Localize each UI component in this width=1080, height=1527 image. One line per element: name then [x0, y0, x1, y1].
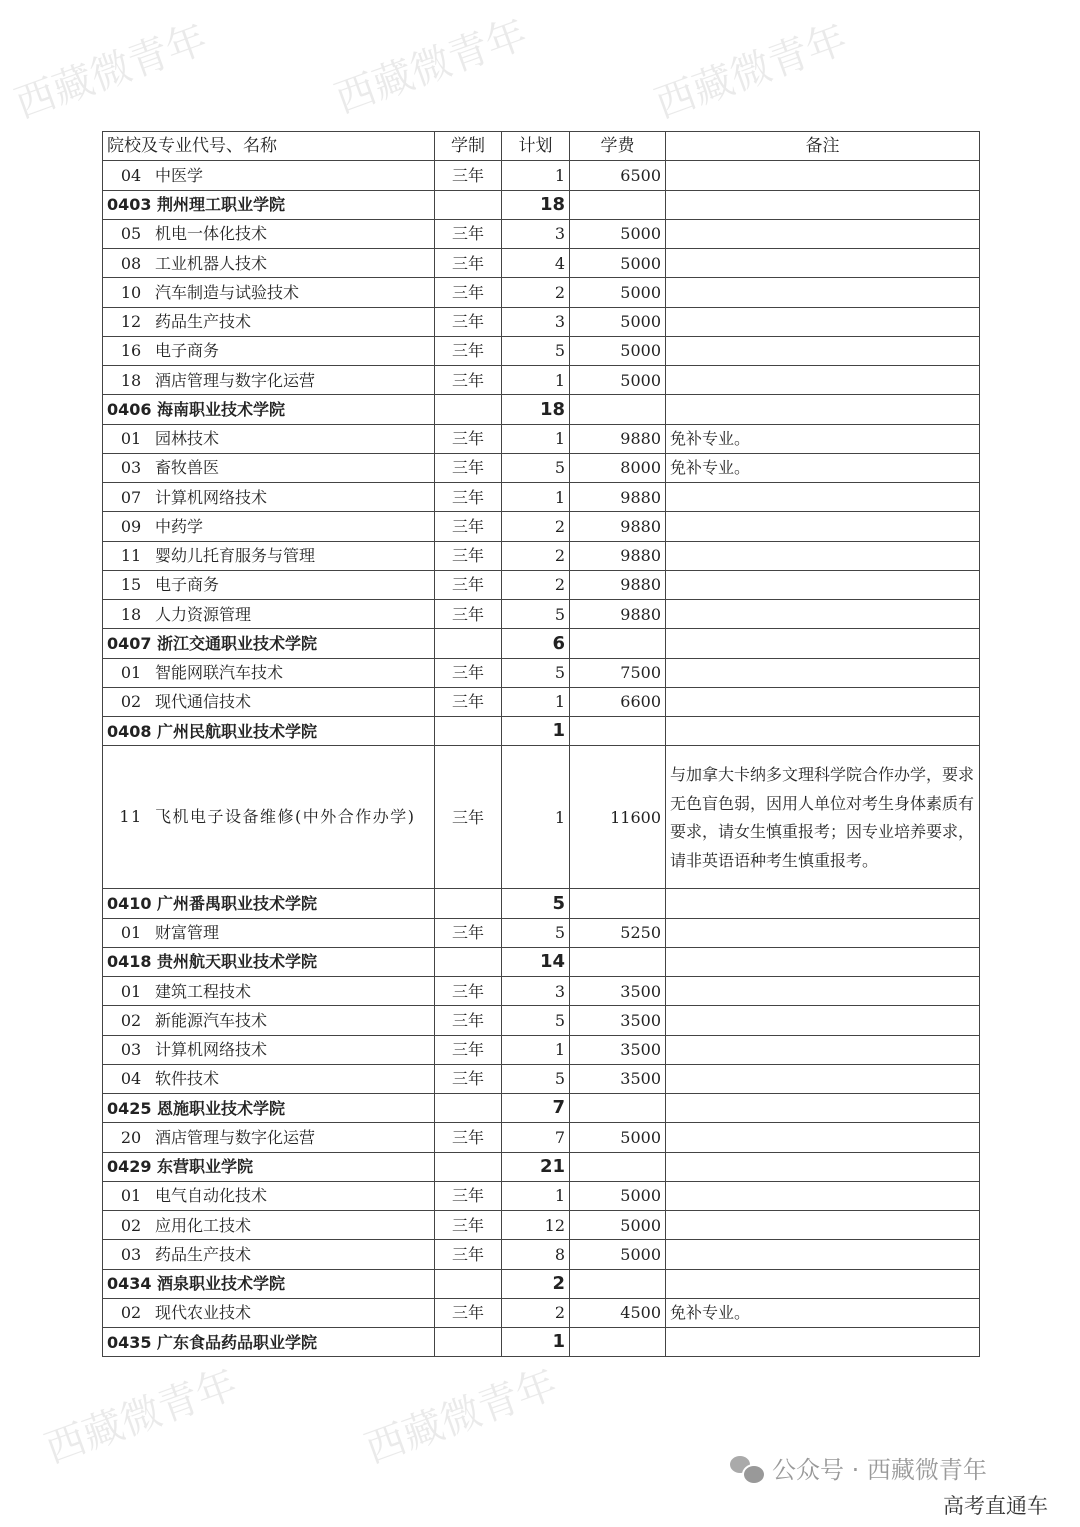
major-years: 三年 — [435, 1006, 502, 1035]
major-fee: 3500 — [570, 977, 666, 1006]
school-cell — [103, 190, 435, 219]
major-years: 三年 — [435, 424, 502, 453]
major-code: 20 — [120, 1127, 142, 1147]
major-cell — [103, 424, 435, 453]
major-fee: 5000 — [570, 219, 666, 248]
major-row — [103, 977, 980, 1006]
major-years: 三年 — [435, 1035, 502, 1064]
major-name: 中药学 — [155, 516, 204, 536]
major-row — [103, 746, 980, 889]
major-remark — [666, 219, 980, 248]
major-cell — [103, 453, 435, 482]
major-name: 软件技术 — [155, 1069, 220, 1089]
school-row — [103, 1328, 980, 1357]
major-row — [103, 424, 980, 453]
school-name: 恩施职业技术学院 — [157, 1098, 286, 1118]
major-name: 财富管理 — [155, 923, 220, 943]
school-row — [103, 395, 980, 424]
major-row — [103, 366, 980, 395]
major-years: 三年 — [435, 249, 502, 278]
major-fee: 5000 — [570, 1123, 666, 1152]
major-name: 现代通信技术 — [155, 692, 252, 712]
major-cell — [103, 161, 435, 190]
major-code: 04 — [120, 1069, 142, 1089]
major-name: 园林技术 — [155, 429, 220, 449]
major-remark — [666, 1211, 980, 1240]
major-plan: 2 — [502, 278, 570, 307]
school-plan: 2 — [502, 1269, 570, 1298]
school-row — [103, 190, 980, 219]
major-cell — [103, 977, 435, 1006]
enrollment-plan-table — [102, 131, 980, 1357]
school-cell — [103, 1152, 435, 1181]
major-remark — [666, 570, 980, 599]
major-plan: 7 — [502, 1123, 570, 1152]
major-name: 飞机电子设备维修(中外合作办学) — [155, 807, 416, 827]
major-years: 三年 — [435, 453, 502, 482]
major-cell — [103, 746, 435, 889]
major-fee: 6500 — [570, 161, 666, 190]
school-row — [103, 1094, 980, 1123]
major-row — [103, 249, 980, 278]
major-plan: 5 — [502, 1006, 570, 1035]
major-code: 04 — [120, 165, 142, 185]
major-fee: 11600 — [570, 746, 666, 889]
major-cell — [103, 366, 435, 395]
major-years: 三年 — [435, 746, 502, 889]
school-code: 0407 — [107, 633, 152, 653]
major-plan: 1 — [502, 687, 570, 716]
major-cell — [103, 1006, 435, 1035]
major-plan: 5 — [502, 336, 570, 365]
major-fee: 3500 — [570, 1035, 666, 1064]
major-name: 智能网联汽车技术 — [155, 663, 284, 683]
major-cell — [103, 512, 435, 541]
school-name: 广东食品药品职业学院 — [157, 1332, 318, 1352]
major-name: 机电一体化技术 — [155, 224, 268, 244]
school-name: 酒泉职业技术学院 — [157, 1274, 286, 1294]
watermark-text: 西藏微青年 — [649, 15, 854, 128]
major-code: 09 — [120, 516, 142, 536]
major-row — [103, 918, 980, 947]
major-plan: 5 — [502, 1064, 570, 1093]
major-cell — [103, 307, 435, 336]
major-code: 02 — [120, 1010, 142, 1030]
school-code: 0418 — [107, 952, 152, 972]
major-plan: 4 — [502, 249, 570, 278]
major-plan: 1 — [502, 1181, 570, 1210]
major-row — [103, 1064, 980, 1093]
major-code: 05 — [120, 224, 142, 244]
wechat-icon — [730, 1454, 764, 1482]
major-remark: 免补专业。 — [666, 424, 980, 453]
major-remark — [666, 1035, 980, 1064]
major-fee: 9880 — [570, 512, 666, 541]
major-code: 03 — [120, 1040, 142, 1060]
header-years: 学制 — [435, 132, 502, 161]
school-code: 0408 — [107, 721, 152, 741]
major-years: 三年 — [435, 1211, 502, 1240]
major-remark — [666, 658, 980, 687]
major-years: 三年 — [435, 307, 502, 336]
major-code: 10 — [120, 282, 142, 302]
major-row — [103, 570, 980, 599]
major-plan: 3 — [502, 307, 570, 336]
major-plan: 12 — [502, 1211, 570, 1240]
major-fee: 8000 — [570, 453, 666, 482]
major-row — [103, 453, 980, 482]
major-code: 18 — [120, 604, 142, 624]
major-name: 计算机网络技术 — [155, 1040, 268, 1060]
major-fee: 6600 — [570, 687, 666, 716]
watermark-text: 西藏微青年 — [9, 15, 214, 128]
major-name: 酒店管理与数字化运营 — [155, 1127, 316, 1147]
major-remark: 与加拿大卡纳多文理科学院合作办学，要求无色盲色弱，因用人单位对考生身体素质有要求，请女生慎重报考；因专业培养要求，请非英语语种考生慎重报考。 — [666, 746, 980, 889]
school-code: 0434 — [107, 1274, 152, 1294]
school-name: 东营职业学院 — [157, 1157, 254, 1177]
school-cell — [103, 947, 435, 976]
major-fee: 3500 — [570, 1064, 666, 1093]
school-code: 0410 — [107, 893, 152, 913]
major-cell — [103, 1035, 435, 1064]
major-years: 三年 — [435, 658, 502, 687]
header-remark: 备注 — [666, 132, 980, 161]
major-row — [103, 278, 980, 307]
major-cell — [103, 249, 435, 278]
school-code: 0406 — [107, 399, 152, 419]
major-cell — [103, 687, 435, 716]
major-years: 三年 — [435, 336, 502, 365]
school-code: 0429 — [107, 1157, 152, 1177]
school-plan: 1 — [502, 1328, 570, 1357]
major-name: 汽车制造与试验技术 — [155, 282, 300, 302]
major-cell — [103, 1181, 435, 1210]
school-name: 广州番禺职业技术学院 — [157, 893, 318, 913]
major-remark — [666, 1123, 980, 1152]
school-name: 浙江交通职业技术学院 — [157, 633, 318, 653]
major-row — [103, 1298, 980, 1327]
school-code: 0435 — [107, 1332, 152, 1352]
major-years: 三年 — [435, 366, 502, 395]
major-fee: 5000 — [570, 1211, 666, 1240]
major-code: 12 — [120, 312, 142, 332]
major-remark — [666, 366, 980, 395]
major-fee: 4500 — [570, 1298, 666, 1327]
major-row — [103, 161, 980, 190]
school-plan: 5 — [502, 889, 570, 918]
major-remark — [666, 307, 980, 336]
major-code: 11 — [120, 546, 142, 566]
major-years: 三年 — [435, 483, 502, 512]
major-years: 三年 — [435, 1240, 502, 1269]
major-remark — [666, 541, 980, 570]
school-cell — [103, 1269, 435, 1298]
major-row — [103, 658, 980, 687]
major-code: 01 — [120, 981, 142, 1001]
major-remark — [666, 918, 980, 947]
major-fee: 7500 — [570, 658, 666, 687]
watermark-text: 西藏微青年 — [39, 1360, 244, 1473]
major-plan: 2 — [502, 1298, 570, 1327]
major-fee: 5250 — [570, 918, 666, 947]
major-remark — [666, 1181, 980, 1210]
major-row — [103, 600, 980, 629]
school-code: 0425 — [107, 1098, 152, 1118]
major-remark — [666, 687, 980, 716]
school-code: 0403 — [107, 195, 152, 215]
major-code: 01 — [120, 1186, 142, 1206]
major-cell — [103, 336, 435, 365]
major-cell — [103, 1240, 435, 1269]
major-row — [103, 1181, 980, 1210]
major-fee: 5000 — [570, 1240, 666, 1269]
major-cell — [103, 1298, 435, 1327]
major-name: 应用化工技术 — [155, 1215, 252, 1235]
school-cell — [103, 629, 435, 658]
major-row — [103, 483, 980, 512]
major-code: 03 — [120, 1244, 142, 1264]
major-years: 三年 — [435, 1123, 502, 1152]
major-cell — [103, 658, 435, 687]
major-plan: 2 — [502, 512, 570, 541]
school-row — [103, 1269, 980, 1298]
major-fee: 5000 — [570, 278, 666, 307]
school-plan: 7 — [502, 1094, 570, 1123]
major-code: 07 — [120, 487, 142, 507]
major-name: 计算机网络技术 — [155, 487, 268, 507]
major-row — [103, 219, 980, 248]
major-name: 电气自动化技术 — [155, 1186, 268, 1206]
major-years: 三年 — [435, 977, 502, 1006]
header-plan: 计划 — [502, 132, 570, 161]
major-remark — [666, 1240, 980, 1269]
major-plan: 8 — [502, 1240, 570, 1269]
school-plan: 6 — [502, 629, 570, 658]
major-cell — [103, 1211, 435, 1240]
major-row — [103, 307, 980, 336]
major-years: 三年 — [435, 278, 502, 307]
school-row — [103, 947, 980, 976]
major-name: 畜牧兽医 — [155, 458, 220, 478]
major-cell — [103, 483, 435, 512]
major-name: 建筑工程技术 — [155, 981, 252, 1001]
major-fee: 5000 — [570, 307, 666, 336]
major-cell — [103, 570, 435, 599]
major-code: 02 — [120, 1303, 142, 1323]
major-plan: 2 — [502, 541, 570, 570]
school-row — [103, 889, 980, 918]
major-code: 18 — [120, 370, 142, 390]
major-row — [103, 1211, 980, 1240]
major-name: 人力资源管理 — [155, 604, 252, 624]
major-name: 药品生产技术 — [155, 312, 252, 332]
school-plan: 1 — [502, 717, 570, 746]
major-plan: 5 — [502, 918, 570, 947]
school-plan: 18 — [502, 395, 570, 424]
major-fee: 9880 — [570, 424, 666, 453]
major-remark — [666, 1064, 980, 1093]
major-fee: 5000 — [570, 336, 666, 365]
major-remark: 免补专业。 — [666, 453, 980, 482]
major-years: 三年 — [435, 600, 502, 629]
major-name: 新能源汽车技术 — [155, 1010, 268, 1030]
major-row — [103, 1035, 980, 1064]
major-code: 11 — [119, 807, 143, 827]
major-years: 三年 — [435, 512, 502, 541]
major-row — [103, 687, 980, 716]
major-plan: 1 — [502, 746, 570, 889]
major-remark: 免补专业。 — [666, 1298, 980, 1327]
major-remark — [666, 1006, 980, 1035]
school-cell — [103, 717, 435, 746]
major-code: 15 — [120, 575, 142, 595]
major-cell — [103, 600, 435, 629]
school-plan: 18 — [502, 190, 570, 219]
major-cell — [103, 541, 435, 570]
major-plan: 5 — [502, 600, 570, 629]
school-cell — [103, 889, 435, 918]
school-name: 广州民航职业技术学院 — [157, 721, 318, 741]
major-remark — [666, 512, 980, 541]
major-plan: 3 — [502, 977, 570, 1006]
major-code: 08 — [120, 253, 142, 273]
major-row — [103, 336, 980, 365]
major-years: 三年 — [435, 1064, 502, 1093]
major-row — [103, 1123, 980, 1152]
major-name: 电子商务 — [155, 575, 220, 595]
major-name: 药品生产技术 — [155, 1244, 252, 1264]
major-cell — [103, 278, 435, 307]
school-row — [103, 629, 980, 658]
footer-label: 公众号 · 西藏微青年 — [772, 1456, 987, 1484]
school-plan: 14 — [502, 947, 570, 976]
major-years: 三年 — [435, 541, 502, 570]
major-row — [103, 541, 980, 570]
major-row — [103, 1240, 980, 1269]
header-name: 院校及专业代号、名称 — [103, 132, 435, 161]
major-code: 03 — [120, 458, 142, 478]
table-header-row — [103, 132, 980, 161]
major-cell — [103, 1064, 435, 1093]
major-years: 三年 — [435, 687, 502, 716]
school-cell — [103, 1094, 435, 1123]
school-name: 贵州航天职业技术学院 — [157, 952, 318, 972]
major-fee: 5000 — [570, 366, 666, 395]
major-years: 三年 — [435, 1298, 502, 1327]
major-remark — [666, 278, 980, 307]
major-code: 02 — [120, 1215, 142, 1235]
major-plan: 5 — [502, 658, 570, 687]
major-fee: 5000 — [570, 1181, 666, 1210]
major-fee: 5000 — [570, 249, 666, 278]
major-name: 工业机器人技术 — [155, 253, 268, 273]
major-cell — [103, 1123, 435, 1152]
major-code: 01 — [120, 429, 142, 449]
major-plan: 2 — [502, 570, 570, 599]
school-cell — [103, 1328, 435, 1357]
school-name: 荆州理工职业学院 — [157, 195, 286, 215]
major-plan: 3 — [502, 219, 570, 248]
major-plan: 1 — [502, 161, 570, 190]
watermark-text: 西藏微青年 — [329, 10, 534, 123]
major-remark — [666, 600, 980, 629]
major-years: 三年 — [435, 918, 502, 947]
major-years: 三年 — [435, 1181, 502, 1210]
major-cell — [103, 219, 435, 248]
major-years: 三年 — [435, 219, 502, 248]
major-name: 婴幼儿托育服务与管理 — [155, 546, 316, 566]
major-row — [103, 512, 980, 541]
major-name: 中医学 — [155, 165, 204, 185]
major-remark — [666, 977, 980, 1006]
school-plan: 21 — [502, 1152, 570, 1181]
major-remark — [666, 483, 980, 512]
major-plan: 1 — [502, 1035, 570, 1064]
major-cell — [103, 918, 435, 947]
school-row — [103, 717, 980, 746]
major-plan: 1 — [502, 483, 570, 512]
major-name: 酒店管理与数字化运营 — [155, 370, 316, 390]
major-remark — [666, 336, 980, 365]
major-name: 电子商务 — [155, 341, 220, 361]
major-row — [103, 1006, 980, 1035]
school-cell — [103, 395, 435, 424]
major-plan: 1 — [502, 366, 570, 395]
footer-source — [730, 1450, 987, 1485]
major-code: 01 — [120, 663, 142, 683]
major-fee: 9880 — [570, 483, 666, 512]
major-code: 01 — [120, 923, 142, 943]
major-remark — [666, 249, 980, 278]
major-fee: 9880 — [570, 600, 666, 629]
major-plan: 1 — [502, 424, 570, 453]
major-name: 现代农业技术 — [155, 1303, 252, 1323]
major-fee: 9880 — [570, 570, 666, 599]
major-remark — [666, 161, 980, 190]
header-fee: 学费 — [570, 132, 666, 161]
major-code: 16 — [120, 341, 142, 361]
watermark-text: 西藏微青年 — [359, 1360, 564, 1473]
major-years: 三年 — [435, 161, 502, 190]
major-fee: 9880 — [570, 541, 666, 570]
footer-overlay-text: 高考直通车 — [943, 1494, 1048, 1518]
major-years: 三年 — [435, 570, 502, 599]
school-name: 海南职业技术学院 — [157, 399, 286, 419]
major-fee: 3500 — [570, 1006, 666, 1035]
school-row — [103, 1152, 980, 1181]
major-plan: 5 — [502, 453, 570, 482]
major-code: 02 — [120, 692, 142, 712]
